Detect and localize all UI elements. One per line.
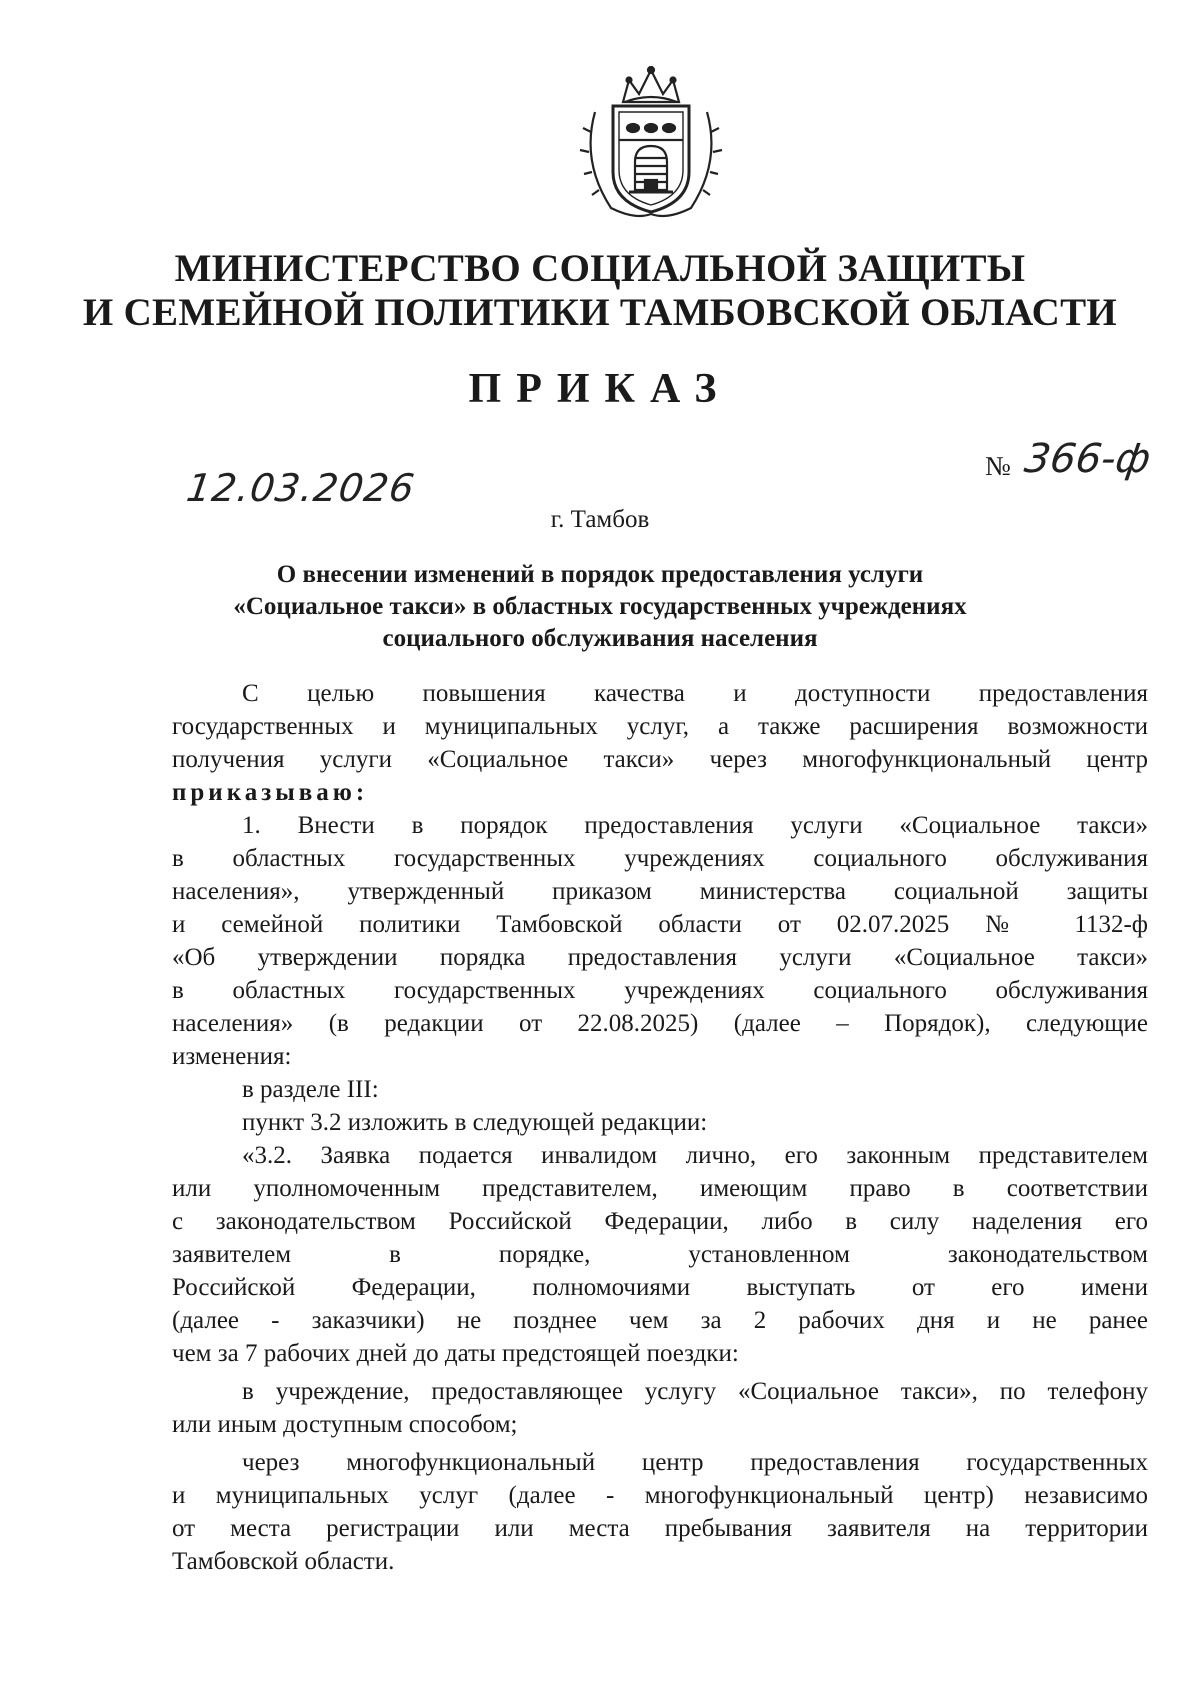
order-number: 366-ф bbox=[1021, 436, 1154, 482]
body-line: получения услуги «Социальное такси» через многофункциональный центр bbox=[172, 746, 1148, 773]
body-line: в областных государственных учреждениях социального обслуживания bbox=[172, 845, 1148, 872]
body-line: в разделе III: bbox=[242, 1076, 379, 1103]
body-line: в областных государственных учреждениях социального обслуживания bbox=[172, 977, 1148, 1004]
body-line: в учреждение, предоставляющее услугу «Социальное такси», по телефону bbox=[242, 1378, 1148, 1405]
order-title-line3: социального обслуживания населения bbox=[382, 625, 818, 652]
city-name: г. Тамбов bbox=[550, 506, 650, 533]
body-line: населения» (в редакции от 22.08.2025) (далее – Порядок), следующие bbox=[172, 1010, 1148, 1037]
body-line: или уполномоченным представителем, имеющим право в соответствии bbox=[172, 1175, 1148, 1202]
body-line: или иным доступным способом; bbox=[172, 1411, 518, 1438]
body-line: и муниципальных услуг (далее - многофункциональный центр) независимо bbox=[172, 1482, 1148, 1509]
order-date: 12.03.2026 bbox=[183, 466, 418, 510]
body-line: пункт 3.2 изложить в следующей редакции: bbox=[242, 1109, 708, 1136]
ministry-name-line1: МИНИСТЕРСТВО СОЦИАЛЬНОЙ ЗАЩИТЫ bbox=[174, 247, 1026, 290]
body-line: чем за 7 рабочих дней до даты предстоящей поездки: bbox=[172, 1340, 739, 1367]
body-line: от места регистрации или места пребывания заявителя на территории bbox=[172, 1515, 1148, 1542]
tambov-coat-of-arms-icon bbox=[565, 62, 737, 222]
order-number-label: № bbox=[985, 451, 1011, 481]
body-line: изменения: bbox=[172, 1043, 292, 1070]
body-line: 1. Внести в порядок предоставления услуги «Социальное такси» bbox=[242, 812, 1148, 839]
ministry-name-line2: И СЕМЕЙНОЙ ПОЛИТИКИ ТАМБОВСКОЙ ОБЛАСТИ bbox=[82, 291, 1118, 334]
body-line: государственных и муниципальных услуг, а также расширения возможности bbox=[172, 713, 1148, 740]
body-line-order-word: приказываю: bbox=[172, 779, 369, 806]
body-line: через многофункциональный центр предоставления государственных bbox=[242, 1449, 1148, 1476]
body-line: С целью повышения качества и доступности предоставления bbox=[242, 680, 1148, 707]
body-line: «3.2. Заявка подается инвалидом лично, его законным представителем bbox=[242, 1142, 1148, 1169]
body-line: «Об утверждении порядка предоставления услуги «Социальное такси» bbox=[172, 944, 1148, 971]
body-line: населения», утвержденный приказом министерства социальной защиты bbox=[172, 878, 1148, 905]
body-line: заявителем в порядке, установленном законодательством bbox=[172, 1241, 1148, 1268]
document-type-title: ПРИКАЗ bbox=[468, 366, 732, 412]
order-title-line1: О внесении изменений в порядок предоставления услуги bbox=[276, 561, 924, 588]
order-title-line2: «Социальное такси» в областных государственных учреждениях bbox=[233, 593, 967, 620]
body-line: (далее - заказчики) не позднее чем за 2 рабочих дня и не ранее bbox=[172, 1307, 1148, 1334]
body-line: Тамбовской области. bbox=[172, 1548, 395, 1575]
body-line: Российской Федерации, полномочиями выступать от его имени bbox=[172, 1274, 1148, 1301]
body-line: с законодательством Российской Федерации, либо в силу наделения его bbox=[172, 1208, 1148, 1235]
body-line: и семейной политики Тамбовской области от 02.07.2025 № 1132-ф bbox=[172, 911, 1148, 938]
